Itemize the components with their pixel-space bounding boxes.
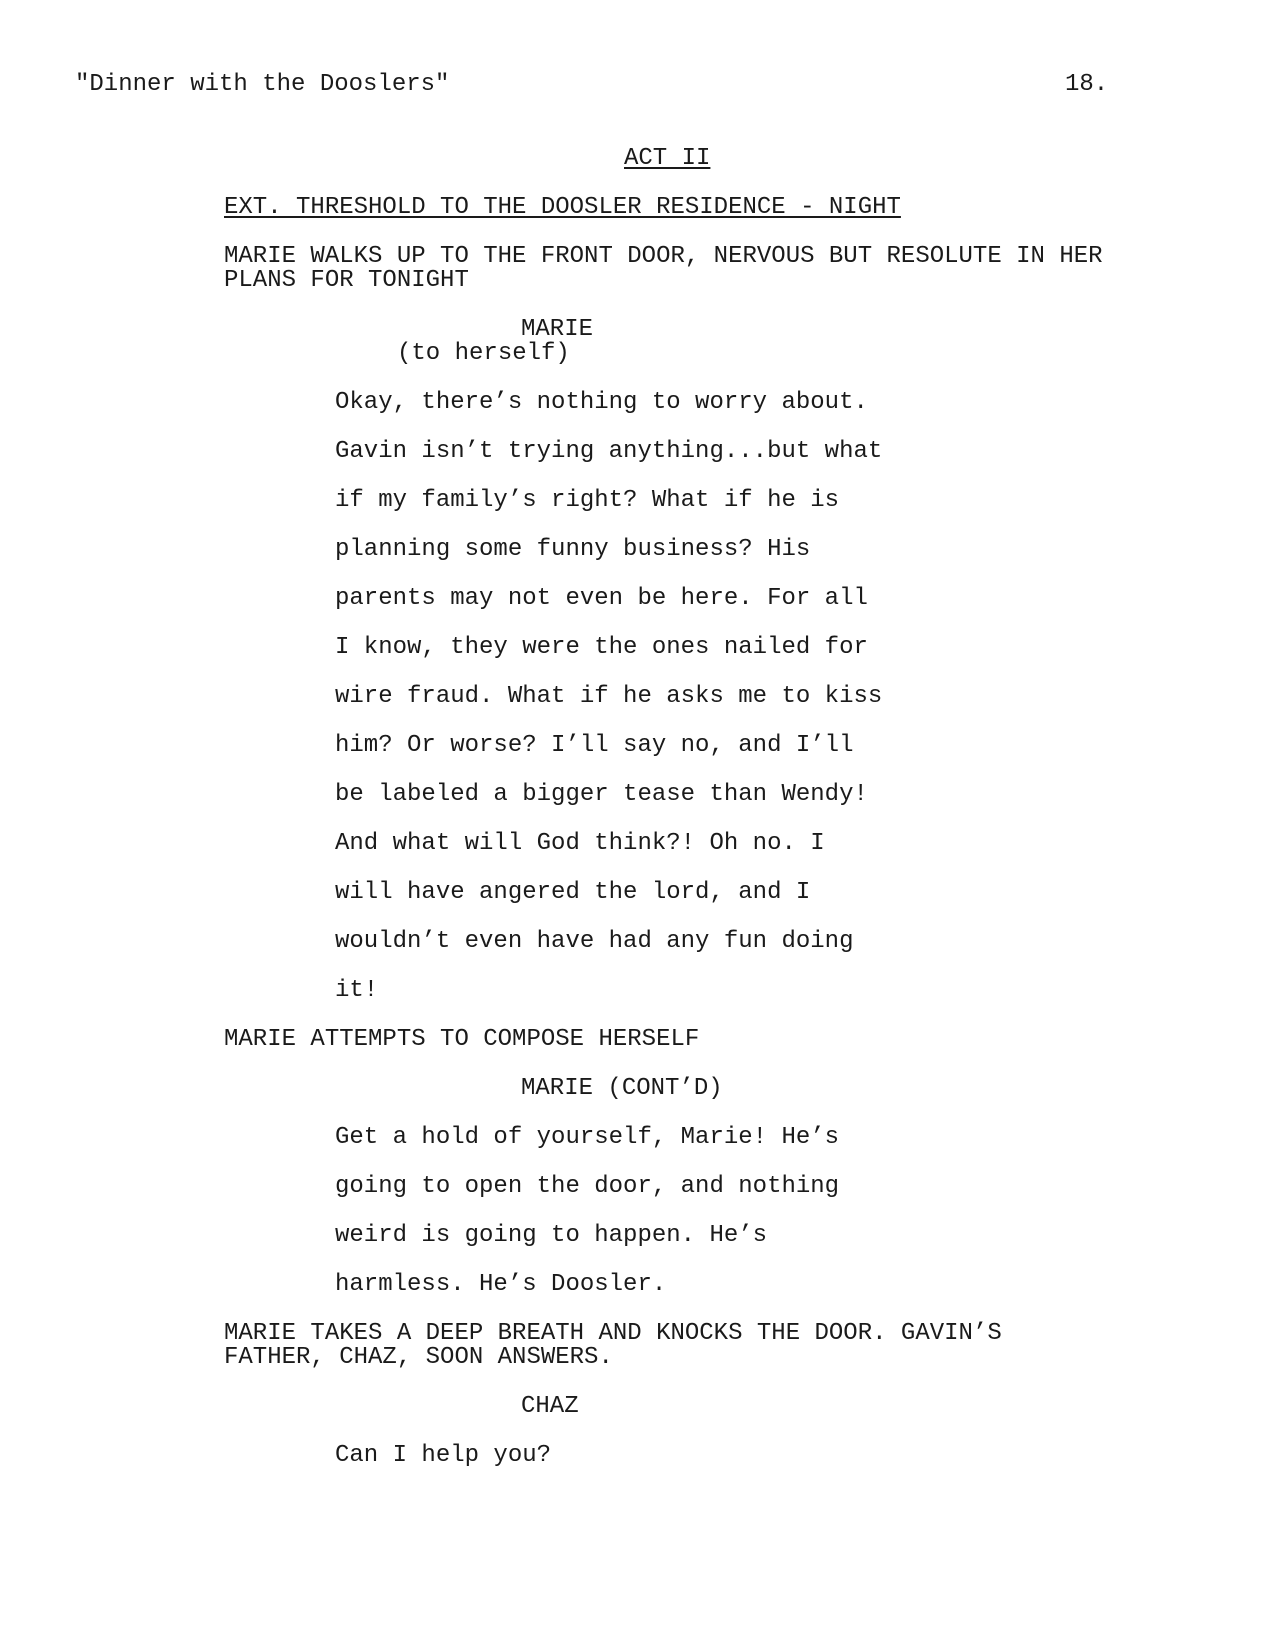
- page-number: 18.: [1065, 71, 1109, 98]
- dialogue-line: planning some funny business? His: [335, 536, 811, 563]
- dialogue-line: harmless. He’s Doosler.: [335, 1271, 667, 1298]
- dialogue-line: Can I help you?: [335, 1442, 552, 1469]
- act-heading: ACT II: [624, 145, 711, 172]
- dialogue-line: wire fraud. What if he asks me to kiss: [335, 683, 883, 710]
- action-line: MARIE WALKS UP TO THE FRONT DOOR, NERVOUS BUT RESOLUTE IN HER: [224, 243, 1103, 270]
- dialogue-line: be labeled a bigger tease than Wendy!: [335, 781, 868, 808]
- parenthetical: (to herself): [397, 340, 570, 367]
- action-line: MARIE ATTEMPTS TO COMPOSE HERSELF: [224, 1026, 700, 1053]
- dialogue-line: Gavin isn’t trying anything...but what: [335, 438, 883, 465]
- dialogue-line: it!: [335, 977, 379, 1004]
- dialogue-line: going to open the door, and nothing: [335, 1173, 840, 1200]
- dialogue-line: weird is going to happen. He’s: [335, 1222, 768, 1249]
- action-line: MARIE TAKES A DEEP BREATH AND KNOCKS THE DOOR. GAVIN’S: [224, 1320, 1002, 1347]
- action-line: PLANS FOR TONIGHT: [224, 267, 469, 294]
- dialogue-line: I know, they were the ones nailed for: [335, 634, 868, 661]
- character-name: MARIE (CONT’D): [521, 1075, 723, 1102]
- dialogue-line: will have angered the lord, and I: [335, 879, 811, 906]
- dialogue-line: And what will God think?! Oh no. I: [335, 830, 825, 857]
- dialogue-line: him? Or worse? I’ll say no, and I’ll: [335, 732, 854, 759]
- script-title: "Dinner with the Dooslers": [75, 71, 450, 98]
- dialogue-line: wouldn’t even have had any fun doing: [335, 928, 854, 955]
- dialogue-line: parents may not even be here. For all: [335, 585, 868, 612]
- character-name: MARIE: [521, 316, 594, 343]
- dialogue-line: Get a hold of yourself, Marie! He’s: [335, 1124, 840, 1151]
- dialogue-line: Okay, there’s nothing to worry about.: [335, 389, 868, 416]
- character-name: CHAZ: [521, 1393, 579, 1420]
- scene-heading: EXT. THRESHOLD TO THE DOOSLER RESIDENCE - NIGHT: [224, 194, 901, 221]
- action-line: FATHER, CHAZ, SOON ANSWERS.: [224, 1344, 613, 1371]
- dialogue-line: if my family’s right? What if he is: [335, 487, 840, 514]
